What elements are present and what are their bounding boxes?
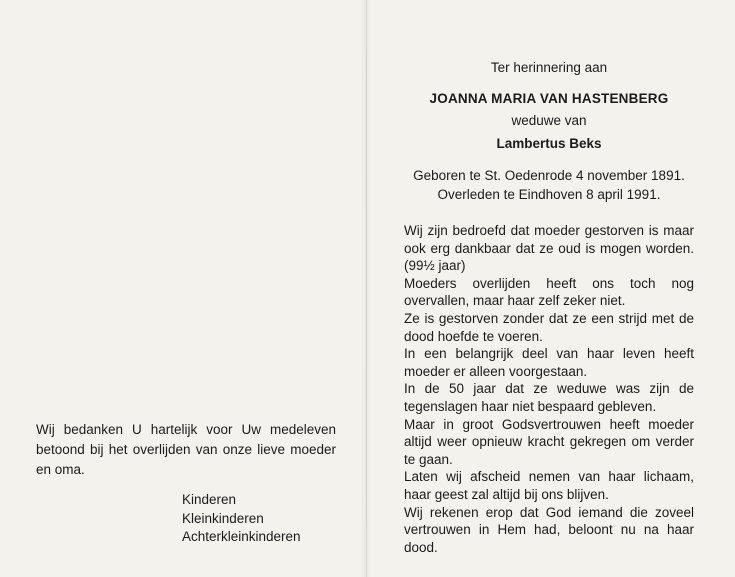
paragraph-7: Laten wij afscheid nemen van haar lichaam, haar geest zal altijd bij ons blijven. [404, 469, 694, 502]
signer-great-grandchildren: Achterkleinkinderen [182, 529, 301, 544]
paragraph-6: Maar in groot Godsvertrouwen heeft moeder altijd weer opnieuw kracht gekregen om verder te gaan. [404, 416, 694, 467]
paragraph-4: In een belangrijk deel van haar leven heeft moeder er alleen voorgestaan. [404, 346, 694, 379]
intro-line: Ter herinnering aan [490, 60, 608, 75]
left-panel [36, 420, 336, 480]
memorial-text [404, 222, 694, 556]
paragraph-3: Ze is gestorven zonder dat ze een strijd met de dood hoefde te voeren. [404, 310, 694, 344]
death-line: Overleden te Eindhoven 8 april 1991. [437, 186, 661, 202]
paragraph-8: Wij rekenen erop dat God iemand die zoveel vertrouwen in Hem had, beloont nu na haar dood. [404, 504, 694, 555]
spouse-name: Lambertus Beks [496, 136, 602, 151]
paragraph-2: Moeders overlijden heeft ons toch nog overvallen, maar haar zelf zeker niet. [404, 275, 694, 309]
paragraph-5: In de 50 jaar dat ze weduwe was zijn de tegenslagen haar niet bespaard gebleven. [404, 381, 694, 414]
signer-children: Kinderen [182, 492, 237, 507]
thanks-text: Wij bedanken U hartelijk voor Uw medeleven betoond bij het overlijden van onze lieve moeder en oma. [36, 422, 336, 477]
deceased-name: JOANNA MARIA VAN HASTENBERG [429, 91, 669, 106]
paragraph-1: Wij zijn bedroefd dat moeder gestorven is maar ook erg dankbaar dat ze oud is mogen worden. (99½ jaar) [404, 223, 694, 274]
life-dates [404, 167, 694, 204]
widow-of-line: weduwe van [511, 113, 587, 128]
signers-list [182, 491, 301, 547]
card-fold-line [366, 0, 367, 577]
signer-grandchildren: Kleinkinderen [182, 510, 264, 526]
birth-line: Geboren te St. Oedenrode 4 november 1891. [413, 168, 685, 183]
